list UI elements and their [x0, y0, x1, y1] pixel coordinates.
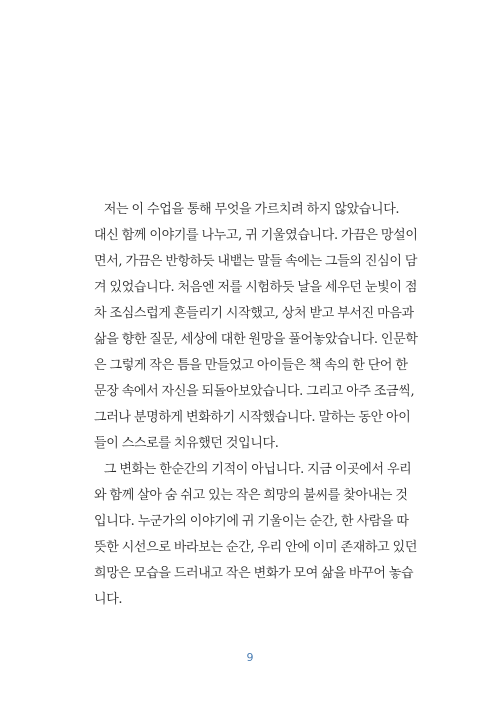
paragraph-1 [94, 197, 429, 457]
text-line: 입니다. 누군가의 이야기에 귀 기울이는 순간, 한 사람을 따 [94, 514, 409, 529]
text-line: 문장 속에서 자신을 되돌아보았습니다. 그리고 아주 조금씩, [94, 384, 415, 399]
text-line: 면서, 가끔은 반항하듯 내뱉는 말들 속에는 그들의 진심이 담 [94, 254, 418, 269]
body-text [94, 197, 429, 613]
page-number: 9 [246, 651, 254, 664]
text-line: 들이 스스로를 치유했던 것입니다. [94, 436, 279, 451]
text-line: 그 변화는 한순간의 기적이 아닙니다. 지금 이곳에서 우리 [94, 462, 412, 477]
text-line: 그러나 분명하게 변화하기 시작했습니다. 말하는 동안 아이 [94, 410, 411, 425]
text-line: 차 조심스럽게 흔들리기 시작했고, 상처 받고 부서진 마음과 [94, 306, 414, 321]
text-line: 와 함께 살아 숨 쉬고 있는 작은 희망의 불씨를 찾아내는 것 [94, 488, 408, 503]
text-line: 삶을 향한 질문, 세상에 대한 원망을 풀어놓았습니다. 인문학 [94, 332, 418, 347]
text-line: 겨 있었습니다. 처음엔 저를 시험하듯 날을 세우던 눈빛이 점 [94, 280, 418, 295]
text-line: 대신 함께 이야기를 나누고, 귀 기울였습니다. 가끔은 망설이 [94, 228, 418, 243]
text-line: 희망은 모습을 드러내고 작은 변화가 모여 삶을 바꾸어 놓습 [94, 566, 414, 581]
paragraph-2 [94, 457, 429, 613]
text-line: 뜻한 시선으로 바라보는 순간, 우리 안에 이미 존재하고 있던 [94, 540, 418, 555]
text-line: 은 그렇게 작은 틈을 만들었고 아이들은 책 속의 한 단어 한 [94, 358, 408, 373]
text-line: 니다. [94, 592, 123, 607]
text-line: 저는 이 수업을 통해 무엇을 가르치려 하지 않았습니다. [94, 202, 400, 217]
